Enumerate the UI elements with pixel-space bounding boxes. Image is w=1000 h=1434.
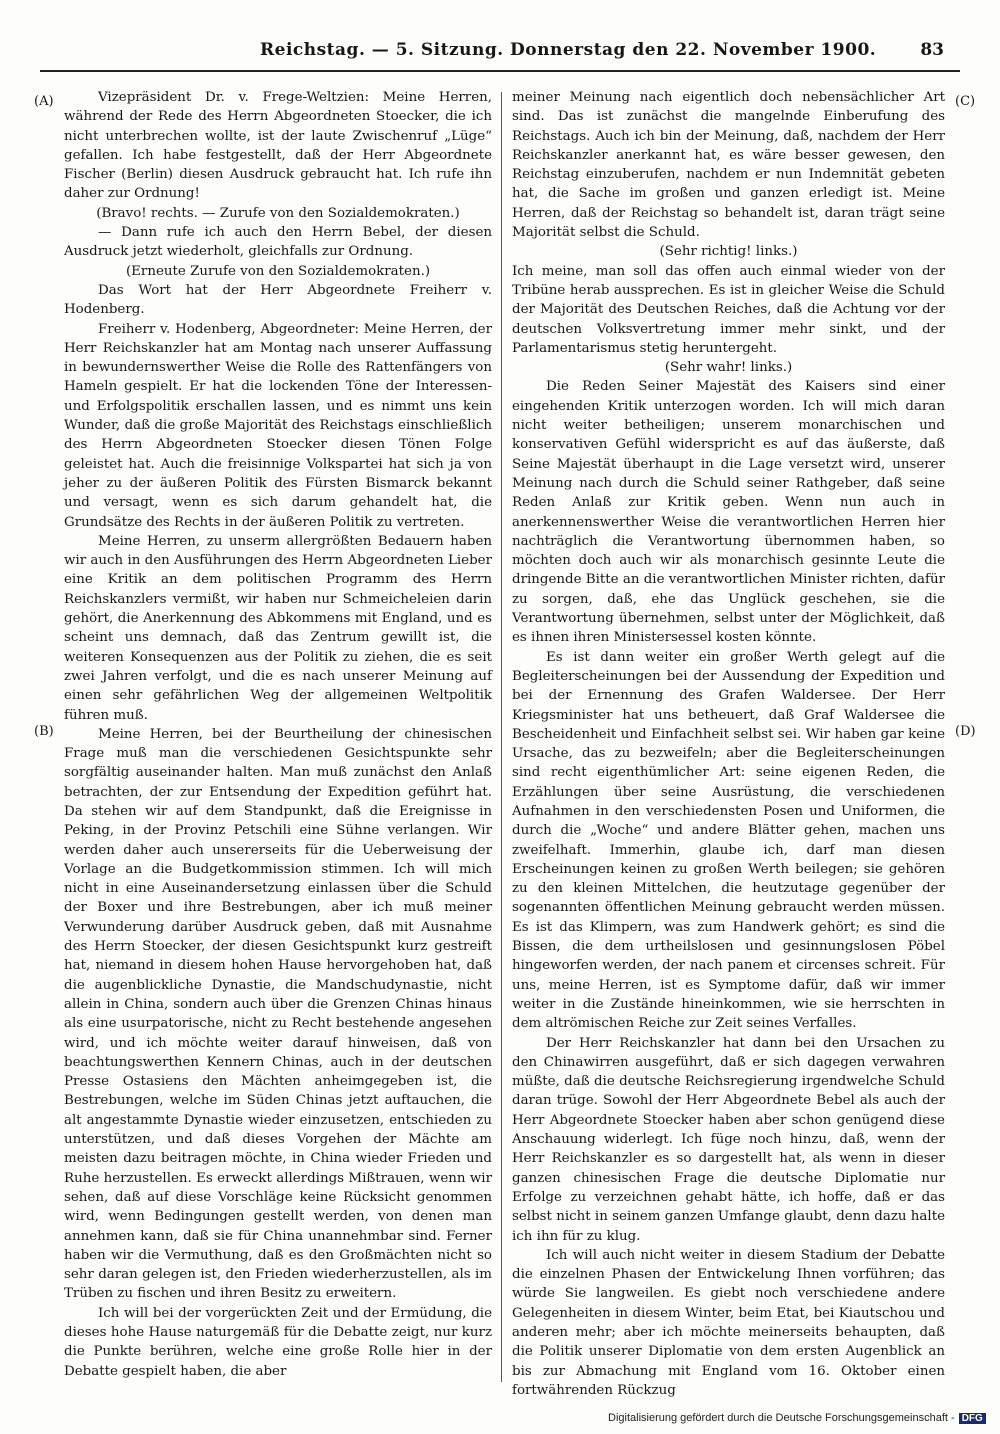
interjection: (Erneute Zurufe von den Sozialdemokraten.): [125, 263, 431, 279]
page-header: [40, 40, 960, 72]
paragraph: Das Wort hat der Herr Abgeordnete Freiherr v. Hodenberg.: [64, 282, 492, 318]
column-divider: [501, 92, 502, 1382]
paragraph: — Dann rufe ich auch den Herrn Bebel, der diesen Ausdruck jetzt wiederholt, gleichfalls zur Ordnung.: [64, 225, 492, 260]
paragraph: Es ist dann weiter ein großer Werth gelegt auf die Begleiterscheinungen bei der Aussendung der Expedition und bei der Ernennung des Grafen Waldersee. Der Herr Kriegsminister hat uns betheuert, daß Graf Waldersee die Bescheidenheit und Einfachheit selbst sei. Wir haben gar keine Ursache, das zu bezweifeln; aber die Begleiterscheinungen sind recht eigenthümlicher Art: seine eigenen Reden, die Erzählungen über seine Ausrüstung, die verschiedenen Aufnahmen in den verschiedensten Posen und Uniformen, die durch die „Woche“ und andere Blätter gehen, machen uns zweifelhaft. Immerhin, glaube ich, darf man diesen Erscheinungen keinen zu großen Werth beilegen; sie gehören zu den kleinen Mittelchen, die heutzutage gegenüber der sogenannten öffentlichen Meinung gebraucht werden müssen. Es ist das Klimpern, was zum Handwerk gehört; es sind die Bissen, die dem urtheilslosen und gesinnungslosen Pöbel hingeworfen werden, der nach panem et circenses schreit. Für uns, meine Herren, ist es Symptome dafür, daß wir immer weiter in die Zustände hineinkommen, wie sie herrschten in dem altrömischen Reiche zur Zeit seines Verfalles.: [512, 649, 945, 1032]
paragraph: Ich will auch nicht weiter in diesem Stadium der Debatte die einzelnen Phasen der Entwickelung Ihnen vorführen; das würde Sie langweilen. Es giebt noch verschiedene andere Gelegenheiten in diesem Winter, beim Etat, bei Kiautschou und anderen mehr; aber ich möchte meinerseits behaupten, daß die Politik unserer Diplomatie von dem ersten Augenblick an bis zur Abmachung mit England vom 16. Oktober einen fortwährenden Rückzug: [512, 1247, 945, 1398]
digitization-credit: [608, 1412, 986, 1424]
dfg-logo: DFG: [959, 1413, 986, 1424]
paragraph: Ich meine, man soll das offen auch einmal wieder von der Tribüne herab aussprechen. Es ist in gleicher Weise die Schuld der Majorität des Deutschen Reiches, daß die Achtung vor der deutschen Volksvertretung immer mehr sinkt, und der Parlamentarismus stetig heruntergeht.: [512, 263, 945, 356]
right-column: [512, 88, 945, 1400]
credit-text: Digitalisierung gefördert durch die Deutsche Forschungsgemeinschaft -: [608, 1412, 955, 1424]
paragraph: Freiherr v. Hodenberg, Abgeordneter: Meine Herren, der Herr Reichskanzler hat am Montag nach unserer Auffassung in bewundernswerther Weise die Rolle des Rattenfängers von Hameln gespielt. Er hat die lockenden Töne der Interessen- und Erfolgspolitik erschallen lassen, und es nimmt uns kein Wunder, daß die große Majorität des Reichstags einschließlich des Herrn Abgeordneten Stoecker diesen Tönen Folge geleistet hat. Auch die freisinnige Volkspartei hat sich ja von jeher zu der äußeren Politik des Fürsten Bismarck bekannt und versagt, wenn es sich darum gehandelt hat, die Grundsätze des Rechts in der äußeren Politik zu vertreten.: [64, 321, 492, 530]
paragraph: meiner Meinung nach eigentlich doch nebensächlicher Art sind. Das ist zunächst die mangelnde Einberufung des Reichstags. Auch ich bin der Meinung, daß, nachdem der Herr Reichskanzler anerkannt hat, es wäre besser gewesen, den Reichstag einzuberufen, nachdem er nun Indemnität gebeten hat, die Sache im großen und ganzen erledigt ist. Meine Herren, daß der Reichstag so behandelt ist, daran trägt seine Majorität selbst die Schuld.: [512, 90, 945, 241]
paragraph: Die Reden Seiner Majestät des Kaisers sind einer eingehenden Kritik unterzogen worden. Ich will mich daran nicht weiter betheiligen; unserem monarchischen und konservativen Gefühl widerspricht es auf das äußerste, daß Seine Majestät überhaupt in die Lage versetzt wird, unserer Meinung nach durch die Schuld seiner Rathgeber, daß seine Reden Anlaß zur Kritik geben. Wenn nun auch in anerkennenswerther Weise die verantwortlichen Herren hier nachträglich die Verantwortung übernommen haben, so möchten doch auch wir als monarchisch gesinnte Leute die dringende Bitte an die verantwortlichen Minister richten, dafür zu sorgen, daß, ehe das Unglück geschehen, sie die Verantwortung übernehmen, selbst unter der Möglichkeit, daß es ihnen ihren Ministersessel kosten könnte.: [512, 379, 945, 646]
paragraph: Der Herr Reichskanzler hat dann bei den Ursachen zu den Chinawirren ausgeführt, daß er sich dagegen verwahren müßte, daß die deutsche Reichsregierung irgendwelche Schuld daran trüge. Sowohl der Herr Abgeordnete Bebel als auch der Herr Abgeordnete Stoecker haben aber schon genügend diese Anschauung widerlegt. Ich füge noch hinzu, daß, wenn der Herr Reichskanzler es so dargestellt hat, als wenn in dieser ganzen chinesischen Frage die deutsche Diplomatie nur Erfolge zu verzeichnen gehabt hätte, ich hoffe, daß er das selbst nicht in seinem ganzen Umfange glaubt, denn dazu halte ich ihn für zu klug.: [512, 1035, 945, 1244]
paragraph: Meine Herren, zu unserm allergrößten Bedauern haben wir auch in den Ausführungen des Herrn Abgeordneten Lieber eine Kritik an dem politischen Programm des Herrn Reichskanzlers vermißt, wir haben nur Schmeicheleien darin gehört, die Anerkennung des Abkommens mit England, und es scheint uns demnach, daß das Zentrum gewillt ist, die weiteren Konsequenzen aus der Politik zu ziehen, die es seit zwei Jahren verfolgt, und die es nach unserer Meinung auf einen sehr gefährlichen Weg der allgemeinen Weltpolitik führen muß.: [64, 533, 492, 723]
interjection: (Sehr richtig! links.): [659, 244, 798, 260]
interjection: (Bravo! rechts. — Zurufe von den Sozialdemokraten.): [96, 205, 460, 221]
margin-marker-c: (C): [955, 94, 976, 109]
paragraph: Meine Herren, bei der Beurtheilung der chinesischen Frage muß man die verschiedenen Gesichtspunkte sehr sorgfältig auseinander halten. Man muß zunächst den Anlaß betrachten, der zur Entsendung der Expedition geführt hat. Da stehen wir auf dem Standpunkt, daß die Ereignisse in Peking, in der Provinz Petschili eine Sühne verlangen. Wir werden daher auch unsererseits für die Ueberweisung der Vorlage an die Budgetkommission stimmen. Ich will mich nicht in eine Auseinandersetzung einlassen über die Schuld der Boxer und ihre Bestrebungen, aber ich muß meiner Verwunderung darüber Ausdruck geben, daß mit Ausnahme des Herrn Stoecker, der diesen Gesichtspunkt kurz gestreift hat, niemand in diesem hohen Hause hervorgehoben hat, daß die augenblickliche Dynastie, die Mandschudynastie, nicht allein in China, sondern auch über die Grenzen Chinas hinaus als eine usurpatorische, nicht zu Recht bestehende angesehen wird, und ich möchte weiter darauf hinweisen, daß von beachtungswerthen Kennern Chinas, auch in der deutschen Presse Ostasiens den Mächten anheimgegeben ist, die Bestrebungen, welche im Süden Chinas jetzt auftauchen, die alt angestammte Dynastie wieder einzusetzen, entschieden zu unterstützen, und daß dieses Vorgehen der Mächte am meisten dazu beitragen möchte, in China wieder Frieden und Ruhe herzustellen. Es erweckt allerdings Mißtrauen, wenn wir sehen, daß auf diese Vorschläge keine Rücksicht genommen wird, wenn Bedingungen gestellt werden, von denen man annehmen kann, daß sie für China unannehmbar sind. Ferner haben wir die Vermuthung, daß es den Großmächten nicht so sehr daran gelegen ist, den Frieden wiederherzustellen, als im Trüben zu fischen und ihren Besitz zu erweitern.: [64, 726, 492, 1302]
paragraph: Vizepräsident Dr. v. Frege-Weltzien: Meine Herren, während der Rede des Herrn Abgeordneten Stoecker, die ich nicht unterbrechen wollte, ist der laute Zwischenruf „Lüge“ gefallen. Ich habe festgestellt, daß der Herr Abgeordnete Fischer (Berlin) diesen Ausdruck gebraucht hat. Ich rufe ihn daher zur Ordnung!: [64, 90, 492, 202]
page-number: 83: [920, 40, 944, 60]
running-title: Reichstag. — 5. Sitzung. Donnerstag den 22. November 1900.: [260, 40, 877, 60]
interjection: (Sehr wahr! links.): [664, 360, 793, 376]
margin-marker-d: (D): [955, 724, 976, 739]
paragraph: Ich will bei der vorgerückten Zeit und der Ermüdung, die dieses hohe Hause naturgemäß für die Debatte zeigt, nur kurz die Punkte berühren, welche eine große Rolle hier in der Debatte gespielt haben, die aber: [64, 1305, 492, 1379]
margin-marker-a: (A): [34, 94, 54, 109]
margin-marker-b: (B): [34, 724, 54, 739]
left-column: [64, 88, 492, 1381]
